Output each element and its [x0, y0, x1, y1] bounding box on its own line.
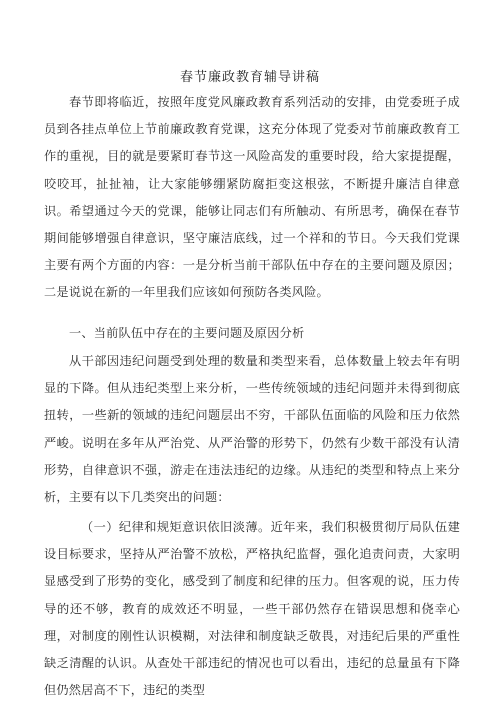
document-title: 春节廉政教育辅导讲稿	[179, 70, 320, 85]
section-heading: 一、当前队伍中存在的主要问题及原因分析	[69, 326, 305, 340]
analysis-paragraph: 从干部因违纪问题受到处理的数量和类型来看，总体数量上较去年有明显的下降。但从违纪类型上来分析，一些传统领域的违纪问题并未得到彻底扭转，一些新的领域的违纪问题层出不穷，干部队伍面临的风险和压力依然严峻。说明在多年从严治党、从严治警的形势下，仍然有少数干部没有认清形势，自律意识不强，游走在违法违纪的边缘。从违纪的类型和特点上来分析，主要有以下几类突出的问题：	[44, 354, 460, 505]
intro-paragraph: 春节即将临近，按照年度党风廉政教育系列活动的安排，由党委班子成员到各挂点单位上节前廉政教育党课，这充分体现了党委对节前廉政教育工作的重视，目的就是要紧盯春节这一风险高发的重要时段，给大家提提醒，咬咬耳，扯扯袖，让大家能够绷紧防腐拒变这根弦，不断提升廉洁自律意识。希望通过今天的党课，能够让同志们有所触动、有所思考，确保在春节期间能够增强自律意识，坚守廉洁底线，过一个祥和的节日。今天我们党课主要有两个方面的内容：一是分析当前干部队伍中存在的主要问题及原因；二是说说在新的一年里我们应该如何预防各类风险。	[44, 95, 460, 300]
subsection-paragraph: （一）纪律和规矩意识依旧淡薄。近年来，我们积极贯彻厅局队伍建设目标要求，坚持从严治警不放松，严格执纪监督，强化追责问责，大家明显感受到了形势的变化，感受到了制度和纪律的压力。但客观的说，压力传导的还不够，教育的成效还不明显，一些干部仍然存在错误思想和侥幸心理，对制度的刚性认识模糊，对法律和制度缺乏敬畏，对违纪后果的严重性缺乏清醒的认识。从查处干部违纪的情况也可以看出，违纪的总量虽有下降但仍然居高不下，违纪的类型	[44, 520, 460, 698]
